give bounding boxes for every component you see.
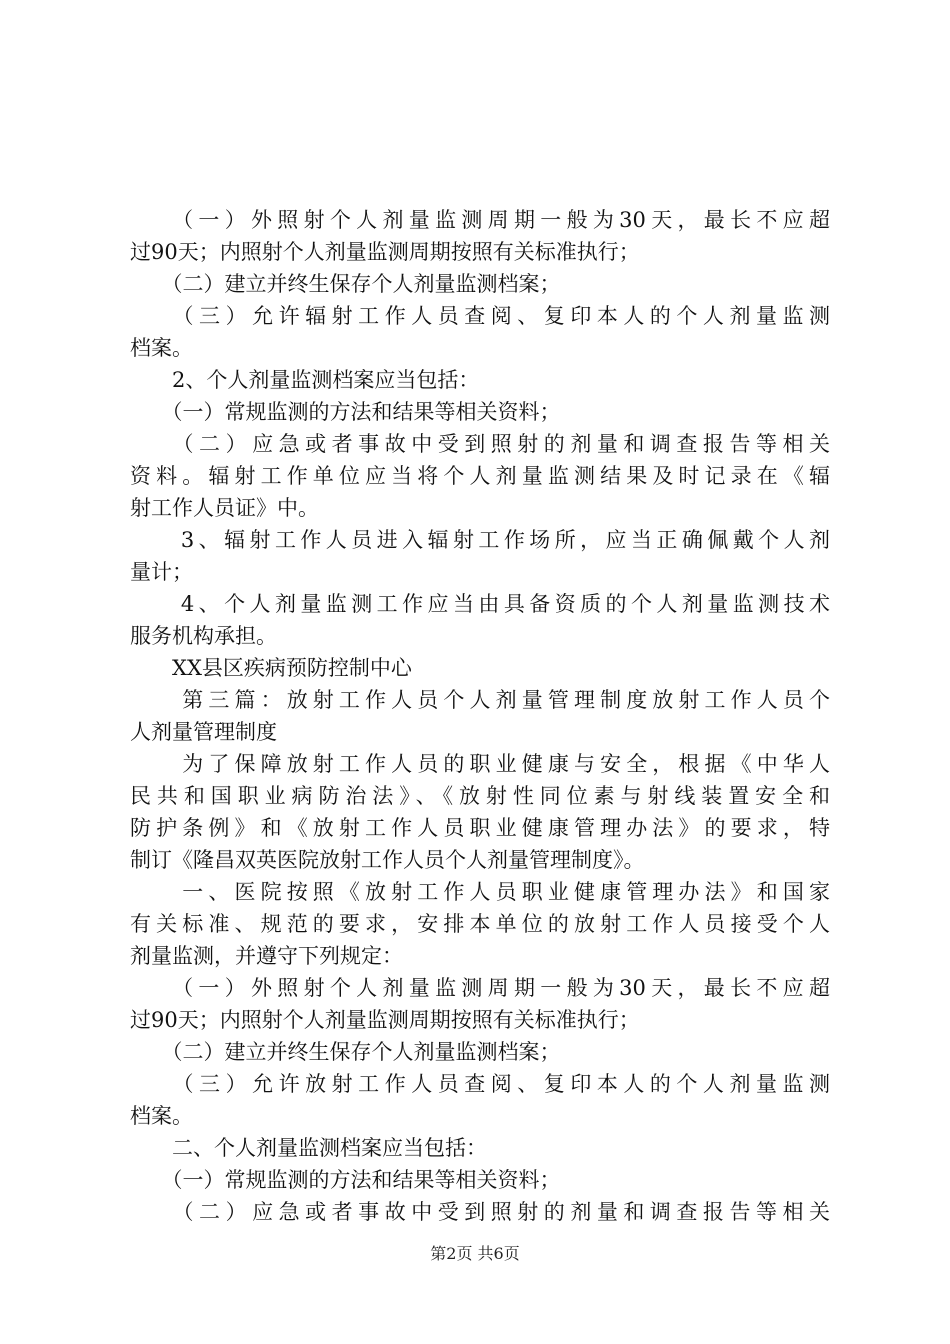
text-line: （二）建立并终生保存个人剂量监测档案；: [130, 272, 561, 296]
page-footer: 第2页 共6页: [430, 1244, 520, 1263]
text-line: （三）允许辐射工作人员查阅、复印本人的个人剂量监测: [130, 304, 830, 328]
text-line: 3、辐射工作人员进入辐射工作场所，应当正确佩戴个人剂: [130, 528, 830, 552]
text-line: 防护条例》和《放射工作人员职业健康管理办法》的要求，特: [130, 816, 830, 840]
text-line: 人剂量管理制度: [130, 720, 277, 744]
text-line: 过90天；内照射个人剂量监测周期按照有关标准执行；: [130, 240, 640, 264]
text-line: 档案。: [130, 336, 193, 360]
text-line: （一）常规监测的方法和结果等相关资料；: [130, 1168, 561, 1192]
text-line: （二）建立并终生保存个人剂量监测档案；: [130, 1040, 561, 1064]
text-line: 第三篇：放射工作人员个人剂量管理制度放射工作人员个: [130, 688, 830, 712]
text-line: 一、医院按照《放射工作人员职业健康管理办法》和国家: [130, 880, 830, 904]
text-line: XX县区疾病预防控制中心: [130, 656, 412, 680]
text-line: （一）外照射个人剂量监测周期一般为30天，最长不应超: [130, 976, 830, 1000]
text-line: 量计；: [130, 560, 193, 584]
text-line: 2、个人剂量监测档案应当包括：: [130, 368, 480, 392]
text-line: （一）外照射个人剂量监测周期一般为30天，最长不应超: [130, 208, 830, 232]
text-line: 为了保障放射工作人员的职业健康与安全，根据《中华人: [130, 752, 830, 776]
text-line: （二）应急或者事故中受到照射的剂量和调查报告等相关: [130, 1200, 830, 1224]
text-line: 4、个人剂量监测工作应当由具备资质的个人剂量监测技术: [130, 592, 830, 616]
text-line: 过90天；内照射个人剂量监测周期按照有关标准执行；: [130, 1008, 640, 1032]
text-line: 服务机构承担。: [130, 624, 277, 648]
text-line: 剂量监测，并遵守下列规定：: [130, 944, 403, 968]
text-line: 民共和国职业病防治法》、《放射性同位素与射线装置安全和: [130, 784, 830, 808]
text-line: （二）应急或者事故中受到照射的剂量和调查报告等相关: [130, 432, 830, 456]
text-line: 射工作人员证》中。: [130, 496, 319, 520]
document-body: [130, 204, 830, 1228]
text-line: （三）允许放射工作人员查阅、复印本人的个人剂量监测: [130, 1072, 830, 1096]
text-line: 档案。: [130, 1104, 193, 1128]
text-line: 制订《隆昌双英医院放射工作人员个人剂量管理制度》。: [130, 848, 645, 872]
text-line: （一）常规监测的方法和结果等相关资料；: [130, 400, 561, 424]
text-line: 有关标准、规范的要求，安排本单位的放射工作人员接受个人: [130, 912, 830, 936]
text-line: 资料。辐射工作单位应当将个人剂量监测结果及时记录在《辐: [130, 464, 830, 488]
text-line: 二、个人剂量监测档案应当包括：: [130, 1136, 487, 1160]
